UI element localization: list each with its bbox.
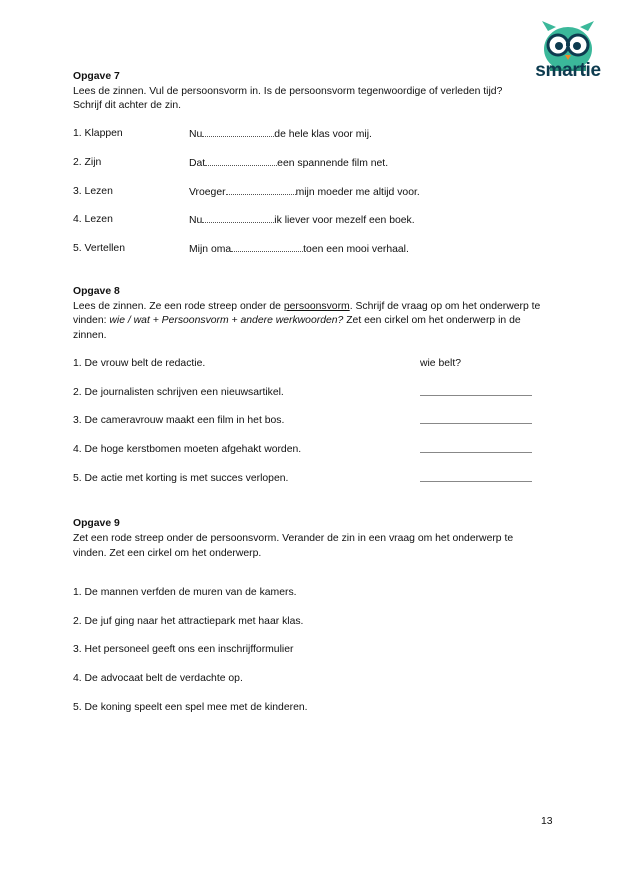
- opgave7-item-1-label: 1. Klappen: [73, 128, 123, 139]
- opgave7-title: Opgave 7: [73, 71, 120, 82]
- opgave9-instruction-2: vinden. Zet een cirkel om het onderwerp.: [73, 548, 262, 559]
- opgave7-item-5-label: 5. Vertellen: [73, 243, 125, 254]
- sentence-post: een spannende film net.: [277, 158, 389, 169]
- instruction-underlined: persoonsvorm: [283, 301, 350, 312]
- fill-blank[interactable]: [202, 126, 274, 137]
- opgave7-item-4-sentence: [189, 212, 415, 229]
- answer-line[interactable]: [420, 385, 532, 396]
- opgave9-item-5: 5. De koning speelt een spel mee met de kinderen.: [73, 702, 308, 713]
- instruction-text: vinden:: [73, 315, 110, 326]
- sentence-post: toen een mooi verhaal.: [303, 244, 409, 255]
- opgave7-instruction-1: Lees de zinnen. Vul de persoonsvorm in. Is de persoonsvorm tegenwoordige of verleden tijd?: [73, 86, 503, 97]
- opgave9-item-2: 2. De juf ging naar het attractiepark met haar klas.: [73, 616, 304, 627]
- sentence-pre: Mijn oma: [189, 244, 232, 255]
- sentence-pre: Dat: [189, 158, 206, 169]
- opgave7-item-3-label: 3. Lezen: [73, 186, 113, 197]
- opgave8-item-4: 4. De hoge kerstbomen moeten afgehakt worden.: [73, 444, 302, 455]
- opgave7-item-5-sentence: [189, 241, 409, 258]
- opgave9-item-1: 1. De mannen verfden de muren van de kamers.: [73, 587, 297, 598]
- opgave7-instruction-2: Schrijf dit achter de zin.: [73, 100, 181, 111]
- fill-blank[interactable]: [231, 241, 303, 252]
- sentence-pre: Vroeger: [189, 187, 226, 198]
- sentence-pre: Nu: [189, 129, 203, 140]
- answer-line[interactable]: [420, 413, 532, 424]
- opgave8-item-3: 3. De cameravrouw maakt een film in het bos.: [73, 415, 285, 426]
- sentence-post: de hele klas voor mij.: [274, 129, 372, 140]
- opgave8-example-answer: wie belt?: [420, 358, 462, 369]
- opgave8-title: Opgave 8: [73, 286, 120, 297]
- opgave8-instruction-3: zinnen.: [73, 330, 107, 341]
- sentence-post: mijn moeder me altijd voor.: [295, 187, 420, 198]
- opgave7-item-2-sentence: [189, 155, 388, 172]
- fill-blank[interactable]: [226, 184, 296, 195]
- opgave7-item-3-sentence: [189, 184, 420, 201]
- fill-blank[interactable]: [202, 212, 274, 223]
- opgave7-item-2-label: 2. Zijn: [73, 157, 102, 168]
- instruction-text: . Schrijf de vraag op om het onderwerp te: [349, 301, 541, 312]
- opgave9-item-4: 4. De advocaat belt de verdachte op.: [73, 673, 243, 684]
- answer-line[interactable]: [420, 442, 532, 453]
- instruction-italic: wie / wat + Persoonsvorm + andere werkwoorden?: [109, 315, 344, 326]
- opgave8-instruction-2: [73, 313, 521, 329]
- instruction-text: Zet een cirkel om het onderwerp in de: [343, 315, 521, 326]
- opgave7-item-1-sentence: [189, 126, 372, 143]
- brand-name: smartie: [535, 60, 601, 81]
- opgave9-instruction-1: Zet een rode streep onder de persoonsvorm. Verander de zin in een vraag om het onderwerp te: [73, 533, 514, 544]
- opgave8-item-1: 1. De vrouw belt de redactie.: [73, 358, 206, 369]
- opgave9-title: Opgave 9: [73, 518, 120, 529]
- opgave8-item-2: 2. De journalisten schrijven een nieuwsartikel.: [73, 387, 284, 398]
- opgave7-item-4-label: 4. Lezen: [73, 214, 113, 225]
- sentence-post: ik liever voor mezelf een boek.: [274, 215, 415, 226]
- opgave8-item-5: 5. De actie met korting is met succes verlopen.: [73, 473, 289, 484]
- fill-blank[interactable]: [205, 155, 277, 166]
- instruction-text: Lees de zinnen. Ze een rode streep onder de: [73, 301, 284, 312]
- sentence-pre: Nu: [189, 215, 203, 226]
- answer-line[interactable]: [420, 471, 532, 482]
- page-number: 13: [541, 816, 553, 827]
- opgave9-item-3: 3. Het personeel geeft ons een inschrijfformulier: [73, 644, 294, 655]
